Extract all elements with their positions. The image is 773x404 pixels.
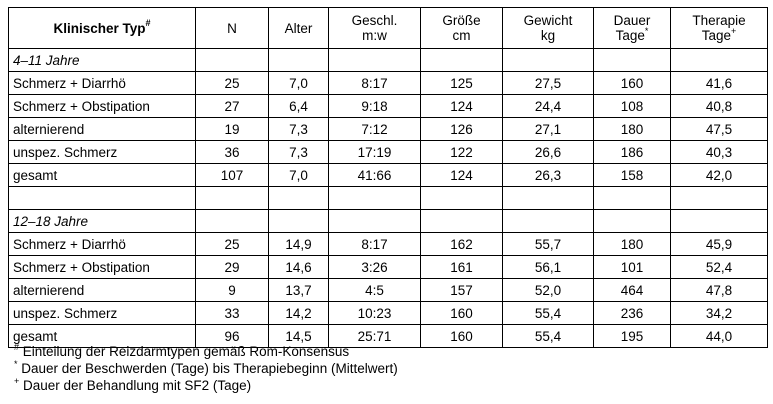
table-cell: 7,3	[269, 141, 329, 164]
table-cell: 14,9	[269, 233, 329, 256]
column-header-label: Größe	[442, 13, 481, 28]
table-cell: 55,4	[503, 325, 594, 348]
column-header-label: Gewicht	[523, 13, 573, 28]
table-cell: 122	[421, 141, 503, 164]
column-header-unit: kg	[540, 28, 556, 43]
empty-cell	[196, 210, 269, 233]
data-table	[8, 7, 768, 348]
column-header-unit: Tage	[701, 28, 731, 43]
table-cell: 8:17	[329, 72, 421, 95]
column-header-label: Geschl.	[351, 13, 398, 28]
table-row	[9, 279, 768, 302]
table-row	[9, 164, 768, 187]
table-cell: 101	[594, 256, 671, 279]
empty-cell	[196, 187, 269, 210]
table-cell: 24,4	[503, 95, 594, 118]
table-cell: 9	[196, 279, 269, 302]
row-label: alternierend	[9, 118, 196, 141]
table-cell: 27,1	[503, 118, 594, 141]
empty-cell	[269, 210, 329, 233]
footnote-marker: +	[14, 375, 20, 386]
table-cell: 7,0	[269, 164, 329, 187]
group-title: 12–18 Jahre	[9, 210, 196, 233]
table-row	[9, 233, 768, 256]
table-cell: 52,0	[503, 279, 594, 302]
row-label: Schmerz + Diarrhö	[9, 233, 196, 256]
row-label: alternierend	[9, 279, 196, 302]
footnote	[14, 360, 398, 377]
empty-cell	[269, 187, 329, 210]
group-title-row	[9, 210, 768, 233]
footnote-text: Einteilung der Reizdarmtypen gemäß Rom-Konsensus	[19, 344, 350, 359]
table-row	[9, 72, 768, 95]
empty-cell	[503, 210, 594, 233]
footnote	[14, 377, 398, 394]
column-header-label: Alter	[284, 20, 313, 36]
table-cell: 19	[196, 118, 269, 141]
table-cell: 26,6	[503, 141, 594, 164]
table-cell: 45,9	[671, 233, 768, 256]
table-cell: 4:5	[329, 279, 421, 302]
empty-cell	[594, 49, 671, 72]
table-cell: 34,2	[671, 302, 768, 325]
column-header-unit: cm	[452, 28, 471, 43]
table-cell: 52,4	[671, 256, 768, 279]
table-cell: 41,6	[671, 72, 768, 95]
table-cell: 40,3	[671, 141, 768, 164]
table-cell: 27	[196, 95, 269, 118]
empty-cell	[269, 49, 329, 72]
empty-cell	[594, 187, 671, 210]
table-cell: 161	[421, 256, 503, 279]
column-header-unit: m:w	[362, 28, 387, 43]
table-cell: 180	[594, 118, 671, 141]
table-row	[9, 141, 768, 164]
row-label: unspez. Schmerz	[9, 141, 196, 164]
table-cell: 195	[594, 325, 671, 348]
empty-cell	[594, 210, 671, 233]
table-row	[9, 256, 768, 279]
footnotes	[14, 343, 398, 394]
table-cell: 25	[196, 233, 269, 256]
empty-cell	[329, 187, 421, 210]
table-cell: 47,5	[671, 118, 768, 141]
empty-cell	[421, 187, 503, 210]
table-cell: 3:26	[329, 256, 421, 279]
table-cell: 17:19	[329, 141, 421, 164]
table-cell: 27,5	[503, 72, 594, 95]
empty-cell	[196, 49, 269, 72]
column-header-label: Klinischer Typ	[53, 20, 146, 36]
table-cell: 14,2	[269, 302, 329, 325]
table-cell: 10:23	[329, 302, 421, 325]
table-cell: 8:17	[329, 233, 421, 256]
table-header	[9, 8, 768, 49]
empty-cell	[671, 49, 768, 72]
table-cell: 56,1	[503, 256, 594, 279]
row-label: unspez. Schmerz	[9, 302, 196, 325]
table-cell: 126	[421, 118, 503, 141]
footnote-marker: *	[14, 358, 18, 369]
table-body	[9, 49, 768, 348]
table-cell: 96	[196, 325, 269, 348]
column-header	[671, 8, 768, 49]
empty-cell	[329, 210, 421, 233]
group-title-row	[9, 49, 768, 72]
table-cell: 108	[594, 95, 671, 118]
table-cell: 464	[594, 279, 671, 302]
table-cell: 33	[196, 302, 269, 325]
empty-cell	[671, 210, 768, 233]
table-cell: 125	[421, 72, 503, 95]
column-header	[594, 8, 671, 49]
table-row	[9, 302, 768, 325]
column-header-label: Dauer	[613, 13, 651, 28]
footnote-marker: #	[14, 341, 20, 352]
table-cell: 186	[594, 141, 671, 164]
table-cell: 160	[594, 72, 671, 95]
table-cell: 158	[594, 164, 671, 187]
row-label: Schmerz + Diarrhö	[9, 72, 196, 95]
column-header	[9, 8, 196, 49]
table-cell: 6,4	[269, 95, 329, 118]
table-cell: 29	[196, 256, 269, 279]
column-header	[329, 8, 421, 49]
column-header	[421, 8, 503, 49]
column-header	[269, 8, 329, 49]
table-cell: 47,8	[671, 279, 768, 302]
group-title: 4–11 Jahre	[9, 49, 196, 72]
table-cell: 160	[421, 302, 503, 325]
spacer-row	[9, 187, 768, 210]
row-label: gesamt	[9, 325, 196, 348]
footnote-text: Dauer der Behandlung mit SF2 (Tage)	[19, 378, 252, 393]
table-cell: 124	[421, 95, 503, 118]
row-label: Schmerz + Obstipation	[9, 95, 196, 118]
footnote-marker: #	[145, 18, 151, 28]
table-cell: 7:12	[329, 118, 421, 141]
table-cell: 42,0	[671, 164, 768, 187]
empty-cell	[329, 49, 421, 72]
column-header-label: N	[227, 20, 237, 36]
empty-cell	[9, 187, 196, 210]
footnote-marker: +	[731, 25, 737, 36]
column-header-label: Therapie	[692, 13, 746, 28]
table-cell: 55,4	[503, 302, 594, 325]
table-cell: 124	[421, 164, 503, 187]
table-cell: 160	[421, 325, 503, 348]
table-cell: 7,0	[269, 72, 329, 95]
empty-cell	[671, 187, 768, 210]
table-cell: 25	[196, 72, 269, 95]
footnote-marker: *	[644, 25, 649, 36]
table-cell: 55,7	[503, 233, 594, 256]
row-label: Schmerz + Obstipation	[9, 256, 196, 279]
row-label: gesamt	[9, 164, 196, 187]
table-cell: 25:71	[329, 325, 421, 348]
table-cell: 44,0	[671, 325, 768, 348]
table-cell: 13,7	[269, 279, 329, 302]
column-header-unit: Tage	[615, 28, 645, 43]
column-header	[196, 8, 269, 49]
footnote	[14, 343, 398, 360]
table-cell: 41:66	[329, 164, 421, 187]
table-cell: 157	[421, 279, 503, 302]
table-cell: 36	[196, 141, 269, 164]
column-header	[503, 8, 594, 49]
table-cell: 14,5	[269, 325, 329, 348]
empty-cell	[503, 187, 594, 210]
header-row	[9, 8, 768, 49]
table-cell: 26,3	[503, 164, 594, 187]
table-cell: 236	[594, 302, 671, 325]
table-row	[9, 95, 768, 118]
table-cell: 107	[196, 164, 269, 187]
empty-cell	[421, 210, 503, 233]
table-cell: 14,6	[269, 256, 329, 279]
empty-cell	[421, 49, 503, 72]
table-cell: 40,8	[671, 95, 768, 118]
footnote-text: Dauer der Beschwerden (Tage) bis Therapiebeginn (Mittelwert)	[17, 361, 398, 376]
table-cell: 162	[421, 233, 503, 256]
table-cell: 9:18	[329, 95, 421, 118]
empty-cell	[503, 49, 594, 72]
table-cell: 180	[594, 233, 671, 256]
table-row	[9, 118, 768, 141]
table-cell: 7,3	[269, 118, 329, 141]
